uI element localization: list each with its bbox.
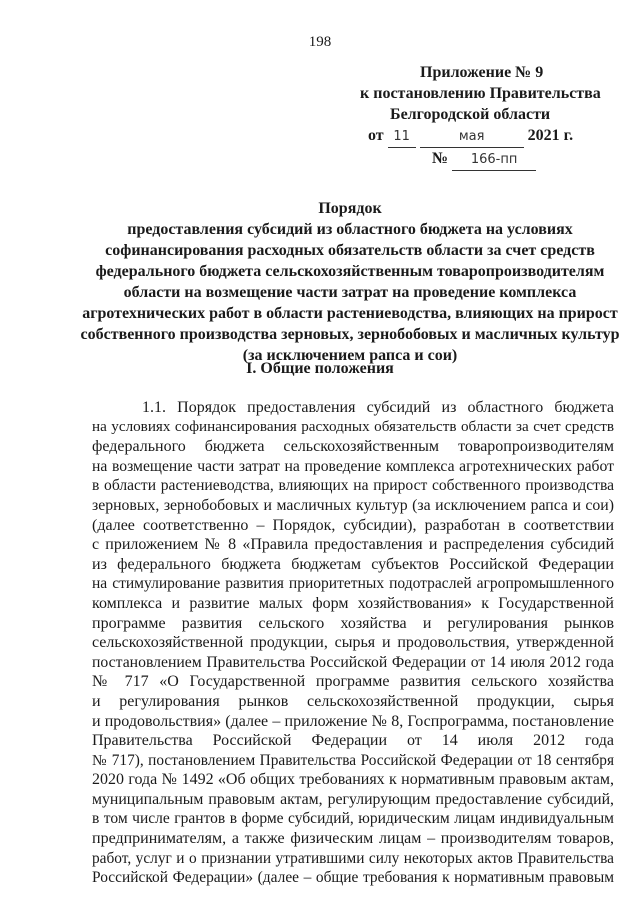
title-line: собственного производства зерновых, зернобобовых и масличных культур (80, 326, 620, 343)
body-line: из федерального бюджета бюджетам субъектов Российской Федерации (92, 555, 614, 573)
body-line: с приложением № 8 «Правила предоставления и распределения субсидий (92, 536, 614, 554)
title-line: федерального бюджета сельскохозяйственным товаропроизводителям (95, 263, 605, 280)
body-line: сельскохозяйственной продукции, сырья и продовольствия, утвержденной (92, 634, 614, 652)
title-line: агротехнических работ в области растениеводства, влияющих на прирост (82, 305, 618, 322)
number-prefix: № (432, 150, 449, 167)
section-heading: I. Общие положения (246, 360, 394, 377)
body-line: в том числе грантов в форме субсидий, юридическим лицам индивидуальным (92, 810, 614, 828)
appendix-date-line (360, 125, 610, 148)
appendix-number-line (360, 148, 610, 171)
date-prefix: от (368, 127, 384, 144)
body-line: 2020 года № 1492 «Об общих требованиях к нормативным правовым актам, (92, 771, 614, 789)
body-line: на стимулирование развития приоритетных подотраслей агропромышленного (92, 575, 614, 593)
body-line: на возмещение части затрат на проведение комплекса агротехнических работ (92, 457, 614, 475)
body-line: № 717 «О Государственной программе развития сельского хозяйства (92, 673, 614, 691)
body-line: федерального бюджета сельскохозяйственным товаропроизводителям (92, 438, 614, 456)
body-paragraph (92, 398, 614, 888)
body-line: на условиях софинансирования расходных обязательств области за счет средств (92, 418, 614, 435)
body-line: и регулирования рынков сельскохозяйственной продукции, сырья (92, 692, 614, 710)
document-number: 166-пп (452, 149, 536, 171)
body-line: зерновых, зернобобовых и масличных культур (за исключением рапса и сои) (92, 496, 614, 514)
document-title (70, 198, 630, 366)
body-line: (далее соответственно – Порядок, субсидии), разработан в соответствии (92, 516, 614, 534)
body-line: работ, услуг и о признании утратившими силу некоторых актов Правительства (92, 849, 614, 867)
title-line: (за исключением рапса и сои) (242, 347, 458, 364)
body-line: № 717), постановлением Правительства Российской Федерации от 18 сентября (92, 751, 614, 769)
body-line: 1.1. Порядок предоставления субсидий из областного бюджета (142, 399, 614, 416)
body-line: комплекса и развитие малых форм хозяйствования» к Государственной (92, 594, 614, 612)
appendix-header (360, 62, 610, 171)
body-line: Правительства Российской Федерации от 14 июля 2012 года (92, 732, 614, 750)
body-line: предпринимателям, а также физическим лицам – производителям товаров, (92, 830, 614, 848)
appendix-resolution-ref: к постановлению Правительства (360, 85, 601, 102)
body-line: и продовольствия» (далее – приложение № 8, Госпрограмма, постановление (92, 712, 614, 730)
body-line: программе развития сельского хозяйства и регулирования рынков (92, 614, 614, 632)
body-line: постановлением Правительства Российской Федерации от 14 июля 2012 года (92, 653, 614, 671)
title-heading: Порядок (318, 200, 382, 217)
title-line: софинансирования расходных обязательств области за счет средств (105, 242, 595, 259)
body-line: Российской Федерации» (далее – общие требования к нормативным правовым (92, 869, 614, 887)
title-line: предоставления субсидий из областного бюджета на условиях (127, 221, 573, 238)
page-number: 198 (308, 34, 332, 50)
date-day: 11 (388, 126, 416, 148)
title-line: области на возмещение части затрат на проведение комплекса (123, 284, 577, 301)
body-line: муниципальным правовым актам, регулирующим предоставление субсидий, (92, 790, 614, 808)
date-month: мая (420, 126, 524, 148)
appendix-title: Приложение № 9 (420, 64, 544, 81)
date-year: 2021 г. (527, 127, 574, 144)
body-line: в области растениеводства, влияющих на прирост собственного производства (92, 477, 614, 495)
appendix-region: Белгородской области (390, 106, 551, 123)
